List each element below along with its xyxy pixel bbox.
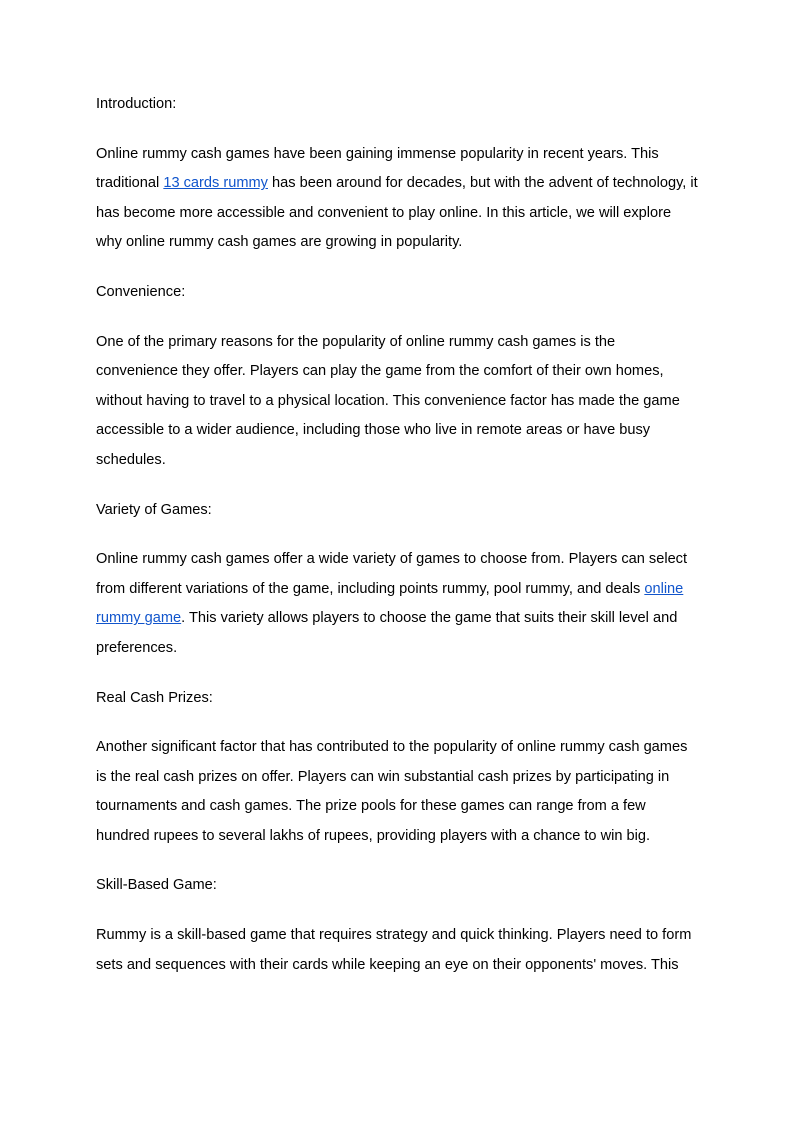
heading-skill-based-game: Skill-Based Game:	[96, 877, 217, 894]
heading-real-cash-prizes: Real Cash Prizes:	[96, 689, 213, 706]
paragraph-introduction	[96, 140, 700, 258]
paragraph-skill-based-game: Rummy is a skill-based game that requires strategy and quick thinking. Players need to form sets and sequences with their cards while keeping an eye on their opponents' moves. This	[96, 927, 692, 973]
paragraph-variety-of-games	[96, 545, 700, 663]
heading-variety-of-games: Variety of Games:	[96, 501, 212, 518]
heading-convenience: Convenience:	[96, 283, 186, 300]
variety-text-after: . This variety allows players to choose the game that suits their skill level and preferences.	[96, 610, 678, 656]
link-13-cards-rummy[interactable]: 13 cards rummy	[163, 175, 268, 192]
intro-text-after: has been around for decades, but with the advent of technology, it has become more accessible and convenient to play online. In this article, we will explore why online rummy cash games are growing in popularity.	[96, 175, 698, 251]
variety-text-before: Online rummy cash games offer a wide variety of games to choose from. Players can select from different variations of the game, including points rummy, pool rummy, and deals	[96, 551, 688, 597]
paragraph-convenience: One of the primary reasons for the popularity of online rummy cash games is the convenience they offer. Players can play the game from the comfort of their own homes, without having to travel to a physical location. This convenience factor has made the game accessible to a wider audience, including those who live in remote areas or have busy schedules.	[96, 333, 680, 468]
link-online-rummy-game[interactable]: online rummy game	[96, 580, 684, 627]
heading-introduction: Introduction:	[96, 96, 177, 112]
document-page	[96, 90, 700, 1000]
intro-text-before: Online rummy cash games have been gaining immense popularity in recent years. This traditional	[96, 145, 659, 192]
paragraph-real-cash-prizes: Another significant factor that has contributed to the popularity of online rummy cash games is the real cash prizes on offer. Players can win substantial cash prizes by participating in tournaments and cash games. The prize pools for these games can range from a few hundred rupees to several lakhs of rupees, providing players with a chance to win big.	[96, 739, 688, 844]
